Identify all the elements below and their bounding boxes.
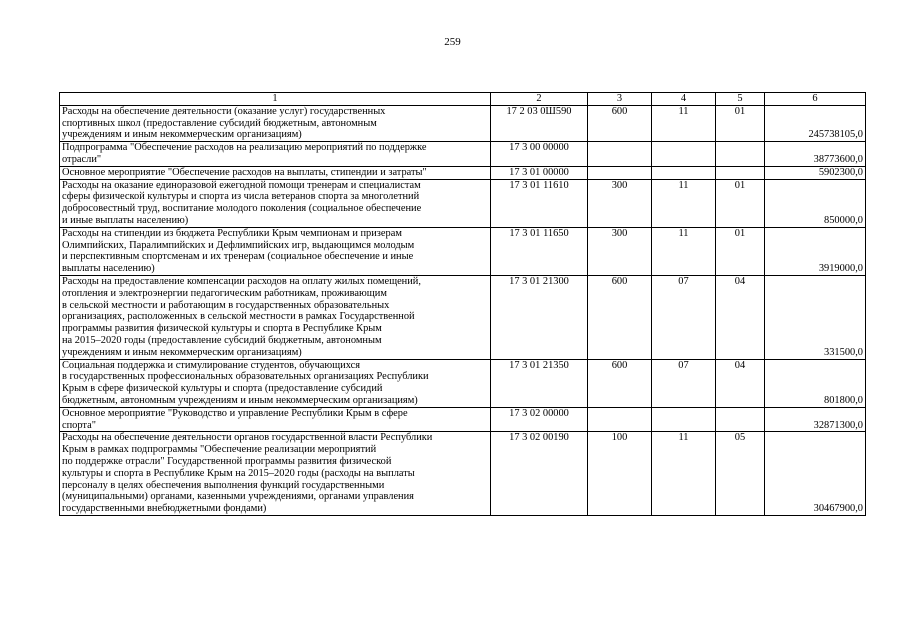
amount-cell: 801800,0 <box>765 359 866 407</box>
description-cell: Подпрограмма "Обеспечение расходов на реализацию мероприятий по поддержке отрасли" <box>60 142 491 167</box>
budget-table <box>59 92 866 516</box>
target-code-cell: 17 3 01 11610 <box>491 179 588 227</box>
table-row <box>60 407 866 432</box>
expense-type-cell: 300 <box>588 227 652 275</box>
description-cell: Расходы на обеспечение деятельности органов государственной власти Республики Крым в рамках подпрограммы "Обеспечение реализации мероприятий по поддержке отрасли" Государственной программы развития физической культуры и спорта в Республике Крым на 2015–2020 годы (расходы на выплаты персоналу в целях обеспечения выполнения функций государственными (муниципальными) органами, казенными учреждениями, органами управления государственными внебюджетными фондами) <box>60 432 491 516</box>
header-cell-3: 3 <box>588 93 652 106</box>
header-cell-4: 4 <box>652 93 716 106</box>
subsection-cell: 04 <box>716 359 765 407</box>
target-code-cell: 17 3 01 21300 <box>491 275 588 359</box>
table-row <box>60 166 866 179</box>
subsection-cell <box>716 142 765 167</box>
amount-cell: 3919000,0 <box>765 227 866 275</box>
table-row <box>60 432 866 516</box>
expense-type-cell: 600 <box>588 275 652 359</box>
page-number: 259 <box>444 36 461 48</box>
amount-cell: 30467900,0 <box>765 432 866 516</box>
description-cell: Основное мероприятие "Обеспечение расходов на выплаты, стипендии и затраты" <box>60 166 491 179</box>
subsection-cell: 01 <box>716 179 765 227</box>
expense-type-cell <box>588 166 652 179</box>
header-row <box>60 93 866 106</box>
table-row <box>60 105 866 141</box>
section-cell: 07 <box>652 275 716 359</box>
expense-type-cell: 600 <box>588 105 652 141</box>
description-cell: Основное мероприятие "Руководство и управление Республики Крым в сфере спорта" <box>60 407 491 432</box>
section-cell: 11 <box>652 179 716 227</box>
expense-type-cell <box>588 407 652 432</box>
amount-cell: 38773600,0 <box>765 142 866 167</box>
amount-cell: 5902300,0 <box>765 166 866 179</box>
description-cell: Расходы на обеспечение деятельности (оказание услуг) государственных спортивных школ (предоставление субсидий бюджетным, автономным учреждениям и иным некоммерческим организациям) <box>60 105 491 141</box>
target-code-cell: 17 3 00 00000 <box>491 142 588 167</box>
amount-cell: 245738105,0 <box>765 105 866 141</box>
amount-cell: 331500,0 <box>765 275 866 359</box>
target-code-cell: 17 3 01 21350 <box>491 359 588 407</box>
section-cell <box>652 407 716 432</box>
amount-cell: 32871300,0 <box>765 407 866 432</box>
subsection-cell: 04 <box>716 275 765 359</box>
subsection-cell <box>716 166 765 179</box>
expense-type-cell: 600 <box>588 359 652 407</box>
table-row <box>60 275 866 359</box>
table-row <box>60 142 866 167</box>
description-cell: Расходы на стипендии из бюджета Республики Крым чемпионам и призерам Олимпийских, Паралимпийских и Дефлимпийских игр, выдающимся молодым и перспективным спортсменам и их тренерам (социальное обеспечение и иные выплаты населению) <box>60 227 491 275</box>
target-code-cell: 17 3 02 00000 <box>491 407 588 432</box>
expense-type-cell: 100 <box>588 432 652 516</box>
subsection-cell: 01 <box>716 105 765 141</box>
subsection-cell <box>716 407 765 432</box>
table-row <box>60 359 866 407</box>
subsection-cell: 05 <box>716 432 765 516</box>
target-code-cell: 17 2 03 0Ш590 <box>491 105 588 141</box>
section-cell: 07 <box>652 359 716 407</box>
section-cell <box>652 142 716 167</box>
section-cell <box>652 166 716 179</box>
description-cell: Расходы на оказание единоразовой ежегодной помощи тренерам и специалистам сферы физической культуры и спорта из числа ветеранов спорта за многолетний добросовестный труд, воспитание молодого поколения (социальное обеспечение и иные выплаты населению) <box>60 179 491 227</box>
expense-type-cell <box>588 142 652 167</box>
description-cell: Социальная поддержка и стимулирование студентов, обучающихся в государственных профессиональных образовательных организациях Республики Крым в сфере физической культуры и спорта (предоставление субсидий бюджетным, автономным учреждениям и иным некоммерческим организациям) <box>60 359 491 407</box>
section-cell: 11 <box>652 227 716 275</box>
table-row <box>60 179 866 227</box>
header-cell-1: 1 <box>60 93 491 106</box>
header-cell-2: 2 <box>491 93 588 106</box>
target-code-cell: 17 3 01 00000 <box>491 166 588 179</box>
section-cell: 11 <box>652 105 716 141</box>
expense-type-cell: 300 <box>588 179 652 227</box>
target-code-cell: 17 3 02 00190 <box>491 432 588 516</box>
header-cell-6: 6 <box>765 93 866 106</box>
table-row <box>60 227 866 275</box>
target-code-cell: 17 3 01 11650 <box>491 227 588 275</box>
description-cell: Расходы на предоставление компенсации расходов на оплату жилых помещений, отопления и электроэнергии педагогическим работникам, проживающим в сельской местности и работающим в государственных образовательных организациях, расположенных в сельской местности в рамках Государственной программы развития физической культуры и спорта в Республике Крым на 2015–2020 годы (предоставление субсидий бюджетным, автономным учреждениям и иным некоммерческим организациям) <box>60 275 491 359</box>
amount-cell: 850000,0 <box>765 179 866 227</box>
subsection-cell: 01 <box>716 227 765 275</box>
header-cell-5: 5 <box>716 93 765 106</box>
section-cell: 11 <box>652 432 716 516</box>
